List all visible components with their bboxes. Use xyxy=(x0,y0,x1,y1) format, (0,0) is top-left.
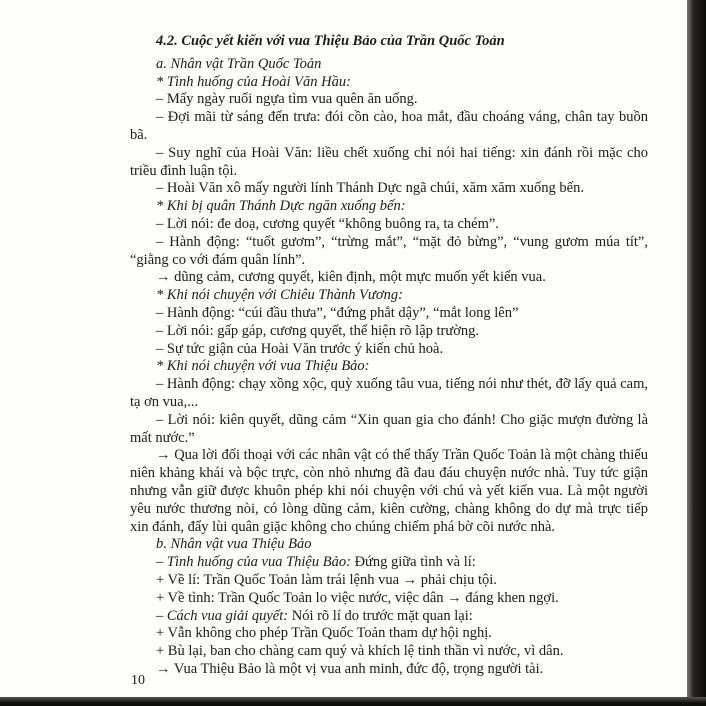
paragraph: + Bù lại, ban cho chàng cam quý và khích lệ tinh thần vì nước, vì dân. xyxy=(156,643,564,660)
paragraph: + Về lí: Trần Quốc Toản làm trái lệnh vua → phải chịu tội. xyxy=(156,571,497,588)
paragraph: – Hành động: “tuốt gươm”, “trừng mắt”, “mặt đỏ bừng”, “vung gươm múa tít”, “giằng co với đám quân lính”. xyxy=(130,233,648,268)
paragraph: * Khi nói chuyện với Chiêu Thành Vương: xyxy=(156,287,403,304)
paragraph: – Đợi mãi từ sáng đến trưa: đói cồn cào, hoa mắt, đầu choáng váng, chân tay buồn bã. xyxy=(130,109,648,143)
page-number: 10 xyxy=(131,673,145,688)
paragraph: * Tình huống của Hoài Văn Hầu: xyxy=(156,73,351,90)
paragraph: – Mấy ngày ruổi ngựa tìm vua quên ăn uống. xyxy=(156,91,418,108)
section-title: 4.2. Cuộc yết kiến với vua Thiệu Bảo của Trần Quốc Toản xyxy=(156,33,505,49)
paragraph: – Sự tức giận của Hoài Văn trước ý kiến chủ hoà. xyxy=(156,340,444,357)
document-body xyxy=(130,33,648,679)
paragraph: * Khi bị quân Thánh Dực ngăn xuống bến: xyxy=(156,198,406,215)
scan-edge-bottom xyxy=(0,697,706,706)
paragraph: – Hoài Văn xô mấy người lính Thánh Dực ngã chúi, xăm xăm xuống bến. xyxy=(156,180,584,197)
paragraph: * Khi nói chuyện với vua Thiệu Bảo: xyxy=(156,358,370,375)
paragraph: + Về tình: Trần Quốc Toản lo việc nước, việc dân → đáng khen ngợi. xyxy=(156,589,559,606)
paragraph-lead: – Cách vua giải quyết: xyxy=(156,607,289,624)
paragraph-lead: – Tình huống của vua Thiệu Bảo: xyxy=(156,554,351,571)
paragraph: → Vua Thiệu Bảo là một vị vua anh minh, đức độ, trọng người tài. xyxy=(156,660,544,677)
paragraph: → Qua lời đối thoại với các nhân vật có thể thấy Trần Quốc Toản là một chàng thiếu niên khảng khái và bộc trực, còn nhỏ nhưng đã đau đáu chuyện nước nhà. Tuy tức giận nhưng vẫn giữ được khuôn phép khi nói chuyện với chú và yết kiến vua. Là một người yêu nước thương nòi, có lòng dũng cảm, kiên cường, chàng không do dự mà trực tiếp xin đánh, đẩy lùi quân giặc không cho chúng chiếm phá bờ cõi nước nhà. xyxy=(130,447,648,535)
paragraph: – Tình huống của vua Thiệu Bảo: Đứng giữa tình và lí: xyxy=(156,554,476,571)
paragraph: + Vẫn không cho phép Trần Quốc Toản tham dự hội nghị. xyxy=(156,625,492,642)
paragraph: a. Nhân vật Trần Quốc Toản xyxy=(156,55,322,72)
paragraph: → dũng cảm, cương quyết, kiên định, một mực muốn yết kiến vua. xyxy=(156,269,546,286)
paragraph: – Suy nghĩ của Hoài Văn: liều chết xuống chỉ nói hai tiếng: xin đánh rồi mặc cho triều đình luận tội. xyxy=(130,144,648,179)
paragraph: – Cách vua giải quyết: Nói rõ lí do trước mặt quan lại: xyxy=(156,607,473,624)
paragraph: b. Nhân vật vua Thiệu Bảo xyxy=(156,536,312,553)
paragraph: – Hành động: “cúi đầu thưa”, “đứng phắt dậy”, “mắt long lên” xyxy=(156,304,519,321)
paragraph: – Lời nói: gấp gáp, cương quyết, thể hiện rõ lập trường. xyxy=(156,322,480,339)
paragraph-list xyxy=(130,56,648,679)
paragraph: – Lời nói: đe doạ, cương quyết “không buông ra, ta chém”. xyxy=(156,215,499,232)
paragraph: – Hành động: chạy xồng xộc, quỳ xuống tâu vua, tiếng nói như thét, đỡ lấy quả cam, tạ ơn vua,... xyxy=(130,376,648,410)
paragraph: – Lời nói: kiên quyết, dũng cảm “Xin quan gia cho đánh! Cho giặc mượn đường là mất nước.” xyxy=(130,411,648,446)
scan-edge-right xyxy=(687,0,706,706)
